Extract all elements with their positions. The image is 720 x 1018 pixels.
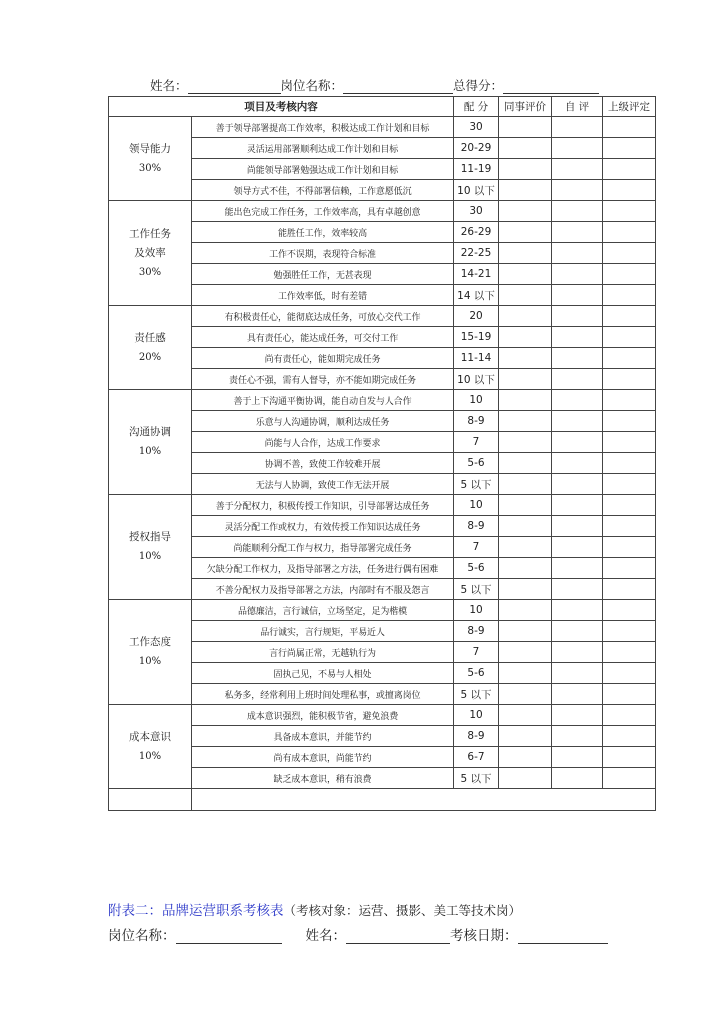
superior-rating-cell[interactable] — [603, 117, 656, 138]
peer-rating-cell[interactable] — [499, 432, 552, 453]
peer-rating-cell[interactable] — [499, 159, 552, 180]
criteria-description: 不善分配权力及指导部署之方法，内部时有不服及怨言 — [192, 579, 454, 600]
criteria-description: 言行尚属正常，无越轨行为 — [192, 642, 454, 663]
table-row — [109, 453, 656, 474]
item-column-header: 项目及考核内容 — [109, 97, 454, 117]
superior-rating-cell[interactable] — [603, 642, 656, 663]
peer-rating-cell[interactable] — [499, 663, 552, 684]
self-rating-cell[interactable] — [552, 327, 603, 348]
category-name: 沟通协调 — [129, 426, 171, 438]
footer-date-blank[interactable] — [518, 928, 608, 944]
superior-rating-cell[interactable] — [603, 579, 656, 600]
score-range: 30 — [454, 117, 499, 138]
self-rating-cell[interactable] — [552, 411, 603, 432]
score-range: 20-29 — [454, 138, 499, 159]
self-rating-cell[interactable] — [552, 138, 603, 159]
superior-rating-cell[interactable] — [603, 180, 656, 201]
peer-rating-cell[interactable] — [499, 117, 552, 138]
name-blank[interactable] — [188, 79, 281, 94]
table-row — [109, 621, 656, 642]
superior-rating-cell[interactable] — [603, 516, 656, 537]
superior-rating-cell[interactable] — [603, 432, 656, 453]
criteria-description: 有积极责任心，能彻底达成任务，可放心交代工作 — [192, 306, 454, 327]
footer-name-blank[interactable] — [346, 928, 450, 944]
table-row — [109, 516, 656, 537]
peer-rating-cell[interactable] — [499, 306, 552, 327]
table-row — [109, 432, 656, 453]
criteria-description: 欠缺分配工作权力，及指导部署之方法，任务进行偶有困难 — [192, 558, 454, 579]
criteria-description: 灵活分配工作或权力，有效传授工作知识达成任务 — [192, 516, 454, 537]
criteria-description: 固执己见，不易与人相处 — [192, 663, 454, 684]
superior-rating-cell[interactable] — [603, 600, 656, 621]
superior-column-header: 上级评定 — [603, 97, 656, 117]
peer-rating-cell[interactable] — [499, 348, 552, 369]
spacer-cell — [109, 789, 192, 811]
self-rating-cell[interactable] — [552, 474, 603, 495]
footer-date-label: 考核日期： — [450, 928, 518, 944]
criteria-description: 善于上下沟通平衡协调，能自动自发与人合作 — [192, 390, 454, 411]
table-row — [109, 327, 656, 348]
table-body — [109, 117, 656, 811]
superior-rating-cell[interactable] — [603, 705, 656, 726]
peer-rating-cell[interactable] — [499, 684, 552, 705]
peer-rating-cell[interactable] — [499, 411, 552, 432]
annex-title — [108, 899, 521, 919]
superior-rating-cell[interactable] — [603, 495, 656, 516]
peer-rating-cell[interactable] — [499, 621, 552, 642]
criteria-description: 尚能领导部署勉强达成工作计划和目标 — [192, 159, 454, 180]
category-cell — [109, 600, 192, 705]
score-range: 5-6 — [454, 453, 499, 474]
self-rating-cell[interactable] — [552, 180, 603, 201]
superior-rating-cell[interactable] — [603, 138, 656, 159]
peer-rating-cell[interactable] — [499, 579, 552, 600]
score-range: 10 — [454, 390, 499, 411]
self-rating-cell[interactable] — [552, 222, 603, 243]
header-fields — [150, 76, 599, 94]
category-name: 及效率 — [134, 246, 166, 259]
category-weight: 10% — [138, 446, 162, 457]
self-rating-cell[interactable] — [552, 159, 603, 180]
peer-rating-cell[interactable] — [499, 558, 552, 579]
score-range: 6-7 — [454, 747, 499, 768]
table-row — [109, 579, 656, 600]
criteria-description: 具有责任心，能达成任务，可交付工作 — [192, 327, 454, 348]
score-range: 15-19 — [454, 327, 499, 348]
score-range: 7 — [454, 642, 499, 663]
name-label: 姓名： — [150, 78, 188, 93]
position-label: 岗位名称： — [280, 78, 344, 93]
self-rating-cell[interactable] — [552, 726, 603, 747]
score-range: 10 — [454, 495, 499, 516]
table-row — [109, 264, 656, 285]
self-rating-cell[interactable] — [552, 642, 603, 663]
table-row — [109, 663, 656, 684]
table-row — [109, 117, 656, 138]
self-rating-cell[interactable] — [552, 117, 603, 138]
peer-rating-cell[interactable] — [499, 264, 552, 285]
score-range: 10 以下 — [454, 369, 499, 390]
self-rating-cell[interactable] — [552, 264, 603, 285]
criteria-description: 品行诚实，言行规矩，平易近人 — [192, 621, 454, 642]
superior-rating-cell[interactable] — [603, 369, 656, 390]
criteria-description: 尚能顺利分配工作与权力，指导部署完成任务 — [192, 537, 454, 558]
criteria-description: 善于领导部署提高工作效率，积极达成工作计划和目标 — [192, 117, 454, 138]
score-range: 7 — [454, 537, 499, 558]
superior-rating-cell[interactable] — [603, 327, 656, 348]
self-rating-cell[interactable] — [552, 600, 603, 621]
criteria-description: 品德廉洁，言行诚信，立场坚定，足为楷模 — [192, 600, 454, 621]
category-name: 成本意识 — [129, 730, 171, 743]
table-row — [109, 222, 656, 243]
self-rating-cell[interactable] — [552, 306, 603, 327]
table-row — [109, 558, 656, 579]
peer-rating-cell[interactable] — [499, 138, 552, 159]
self-rating-cell[interactable] — [552, 537, 603, 558]
score-range: 5 以下 — [454, 474, 499, 495]
table-row — [109, 642, 656, 663]
footer-name-label: 姓名： — [305, 928, 346, 944]
self-rating-cell[interactable] — [552, 432, 603, 453]
score-range: 10 — [454, 600, 499, 621]
superior-rating-cell[interactable] — [603, 285, 656, 306]
criteria-description: 善于分配权力，积极传授工作知识，引导部署达成任务 — [192, 495, 454, 516]
peer-rating-cell[interactable] — [499, 390, 552, 411]
category-weight: 30% — [138, 266, 162, 278]
score-range: 11-19 — [454, 159, 499, 180]
self-rating-cell[interactable] — [552, 201, 603, 222]
criteria-description: 领导方式不佳，不得部署信赖，工作意愿低沉 — [192, 180, 454, 201]
self-rating-cell[interactable] — [552, 747, 603, 768]
category-cell — [109, 705, 192, 789]
peer-rating-cell[interactable] — [499, 768, 552, 789]
superior-rating-cell[interactable] — [603, 747, 656, 768]
category-name: 工作态度 — [129, 636, 171, 648]
peer-rating-cell[interactable] — [499, 474, 552, 495]
peer-rating-cell[interactable] — [499, 726, 552, 747]
superior-rating-cell[interactable] — [603, 537, 656, 558]
table-row — [109, 411, 656, 432]
category-cell — [109, 201, 192, 306]
table-row — [109, 285, 656, 306]
criteria-description: 能胜任工作，效率较高 — [192, 222, 454, 243]
table-row — [109, 138, 656, 159]
superior-rating-cell[interactable] — [603, 222, 656, 243]
category-name: 工作任务 — [129, 227, 171, 240]
score-range: 14-21 — [454, 264, 499, 285]
self-rating-cell[interactable] — [552, 579, 603, 600]
criteria-description: 私务多，经常利用上班时间处理私事，或擅离岗位 — [192, 684, 454, 705]
category-weight: 10% — [138, 656, 162, 667]
self-rating-cell[interactable] — [552, 495, 603, 516]
evaluation-table — [108, 96, 656, 811]
score-range: 14 以下 — [454, 285, 499, 306]
peer-rating-cell[interactable] — [499, 516, 552, 537]
table-row — [109, 705, 656, 726]
table-row — [109, 243, 656, 264]
superior-rating-cell[interactable] — [603, 306, 656, 327]
score-range: 5-6 — [454, 558, 499, 579]
score-range: 7 — [454, 432, 499, 453]
footer-position-blank[interactable] — [176, 928, 282, 944]
peer-rating-cell[interactable] — [499, 642, 552, 663]
superior-rating-cell[interactable] — [603, 390, 656, 411]
superior-rating-cell[interactable] — [603, 726, 656, 747]
criteria-description: 乐意与人沟通协调，顺利达成任务 — [192, 411, 454, 432]
superior-rating-cell[interactable] — [603, 411, 656, 432]
self-rating-cell[interactable] — [552, 705, 603, 726]
self-rating-cell[interactable] — [552, 243, 603, 264]
category-cell — [109, 306, 192, 390]
total-score-label: 总得分： — [453, 78, 504, 93]
category-weight: 30% — [138, 162, 162, 174]
table-row — [109, 348, 656, 369]
superior-rating-cell[interactable] — [603, 264, 656, 285]
score-range: 20 — [454, 306, 499, 327]
category-name: 领导能力 — [129, 142, 171, 155]
score-range: 5 以下 — [454, 684, 499, 705]
table-row — [109, 180, 656, 201]
score-range: 8-9 — [454, 621, 499, 642]
category-name: 责任感 — [134, 331, 166, 344]
category-weight: 20% — [138, 351, 162, 363]
superior-rating-cell[interactable] — [603, 201, 656, 222]
superior-rating-cell[interactable] — [603, 621, 656, 642]
peer-rating-cell[interactable] — [499, 369, 552, 390]
spacer-cell — [192, 789, 656, 811]
criteria-description: 责任心不强，需有人督导，亦不能如期完成任务 — [192, 369, 454, 390]
table-header-row — [109, 97, 656, 117]
peer-rating-cell[interactable] — [499, 285, 552, 306]
score-range: 5-6 — [454, 663, 499, 684]
criteria-description: 尚有责任心，能如期完成任务 — [192, 348, 454, 369]
score-range: 8-9 — [454, 516, 499, 537]
criteria-description: 工作效率低，时有差错 — [192, 285, 454, 306]
criteria-description: 工作不误期，表现符合标准 — [192, 243, 454, 264]
table-row — [109, 495, 656, 516]
self-rating-cell[interactable] — [552, 663, 603, 684]
category-cell — [109, 390, 192, 495]
superior-rating-cell[interactable] — [603, 684, 656, 705]
self-rating-cell[interactable] — [552, 516, 603, 537]
criteria-description: 无法与人协调，致使工作无法开展 — [192, 474, 454, 495]
table-row — [109, 159, 656, 180]
peer-rating-cell[interactable] — [499, 747, 552, 768]
self-rating-cell[interactable] — [552, 621, 603, 642]
table-row — [109, 684, 656, 705]
peer-rating-cell[interactable] — [499, 327, 552, 348]
self-rating-cell[interactable] — [552, 558, 603, 579]
score-range: 8-9 — [454, 726, 499, 747]
score-range: 8-9 — [454, 411, 499, 432]
score-range: 22-25 — [454, 243, 499, 264]
category-name: 授权指导 — [129, 531, 171, 543]
self-rating-cell[interactable] — [552, 285, 603, 306]
superior-rating-cell[interactable] — [603, 453, 656, 474]
peer-rating-cell[interactable] — [499, 600, 552, 621]
self-rating-cell[interactable] — [552, 348, 603, 369]
category-cell — [109, 117, 192, 201]
score-range: 5 以下 — [454, 768, 499, 789]
category-weight: 10% — [138, 551, 162, 562]
spacer-row — [109, 789, 656, 811]
score-range: 5 以下 — [454, 579, 499, 600]
peer-rating-cell[interactable] — [499, 201, 552, 222]
self-column-header: 自 评 — [552, 97, 603, 117]
superior-rating-cell[interactable] — [603, 348, 656, 369]
criteria-description: 尚有成本意识，尚能节约 — [192, 747, 454, 768]
peer-rating-cell[interactable] — [499, 243, 552, 264]
annex-note: （考核对象：运营、摄影、美工等技术岗） — [283, 903, 522, 918]
score-range: 10 以下 — [454, 180, 499, 201]
table-row — [109, 537, 656, 558]
table-row — [109, 726, 656, 747]
score-range: 11-14 — [454, 348, 499, 369]
criteria-description: 勉强胜任工作，无甚表现 — [192, 264, 454, 285]
score-column-header: 配 分 — [454, 97, 499, 117]
footer-position-label: 岗位名称： — [108, 928, 176, 944]
peer-rating-cell[interactable] — [499, 222, 552, 243]
category-cell — [109, 495, 192, 600]
footer-fields — [108, 924, 608, 944]
peer-rating-cell[interactable] — [499, 537, 552, 558]
criteria-description: 能出色完成工作任务，工作效率高，具有卓越创意 — [192, 201, 454, 222]
superior-rating-cell[interactable] — [603, 663, 656, 684]
table-row — [109, 768, 656, 789]
criteria-description: 成本意识强烈，能积极节省，避免浪费 — [192, 705, 454, 726]
self-rating-cell[interactable] — [552, 768, 603, 789]
annex-title-text: 附表二：品牌运营职系考核表 — [108, 903, 284, 919]
superior-rating-cell[interactable] — [603, 558, 656, 579]
table-row — [109, 390, 656, 411]
criteria-description: 缺乏成本意识，稍有浪费 — [192, 768, 454, 789]
table-row — [109, 747, 656, 768]
criteria-description: 具备成本意识，并能节约 — [192, 726, 454, 747]
position-blank[interactable] — [343, 79, 453, 94]
score-range: 10 — [454, 705, 499, 726]
category-weight: 10% — [138, 750, 162, 762]
table-row — [109, 600, 656, 621]
peer-rating-cell[interactable] — [499, 495, 552, 516]
self-rating-cell[interactable] — [552, 453, 603, 474]
criteria-description: 协调不善，致使工作较难开展 — [192, 453, 454, 474]
superior-rating-cell[interactable] — [603, 768, 656, 789]
self-rating-cell[interactable] — [552, 684, 603, 705]
peer-column-header: 同事评价 — [499, 97, 552, 117]
criteria-description: 尚能与人合作，达成工作要求 — [192, 432, 454, 453]
superior-rating-cell[interactable] — [603, 474, 656, 495]
table-row — [109, 201, 656, 222]
score-range: 26-29 — [454, 222, 499, 243]
peer-rating-cell[interactable] — [499, 453, 552, 474]
table-row — [109, 474, 656, 495]
superior-rating-cell[interactable] — [603, 159, 656, 180]
peer-rating-cell[interactable] — [499, 180, 552, 201]
superior-rating-cell[interactable] — [603, 243, 656, 264]
score-range: 30 — [454, 201, 499, 222]
self-rating-cell[interactable] — [552, 369, 603, 390]
table-row — [109, 369, 656, 390]
peer-rating-cell[interactable] — [499, 705, 552, 726]
criteria-description: 灵活运用部署顺利达成工作计划和目标 — [192, 138, 454, 159]
self-rating-cell[interactable] — [552, 390, 603, 411]
total-score-blank[interactable] — [503, 79, 599, 94]
table-row — [109, 306, 656, 327]
